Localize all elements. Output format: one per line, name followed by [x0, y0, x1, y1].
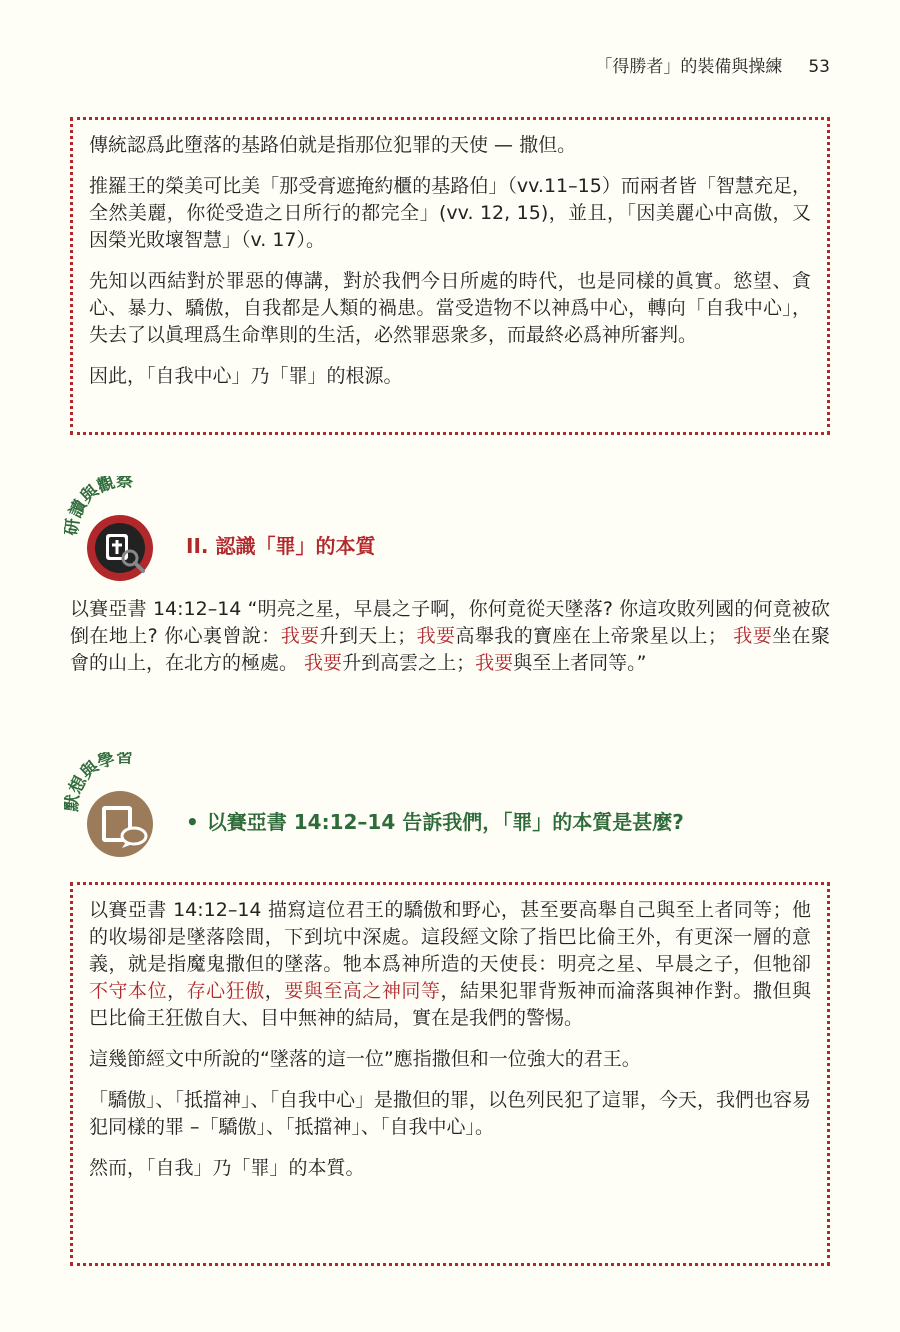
study-observe-emblem — [64, 476, 184, 586]
emblem2-arc-text: 默想與學習 — [64, 752, 134, 813]
header-title: 「得勝者」的裝備與操練 — [595, 57, 783, 77]
page-number: 53 — [808, 57, 830, 77]
running-header — [595, 52, 830, 77]
i-will-emphasis: 我要 — [733, 625, 773, 647]
box1-paragraph-3: 先知以西結對於罪惡的傳講，對於我們今日所處的時代，也是同樣的眞實。慾望、貪心、暴力、驕傲，自我都是人類的禍患。當受造物不以神爲中心，轉向「自我中心」，失去了以眞理爲生命準則的生活，必然罪惡衆多，而最終必爲神所審判。 — [89, 270, 811, 346]
dotted-text-box-1 — [70, 117, 830, 435]
meditate-learn-emblem — [64, 752, 184, 862]
box1-paragraph-4: 因此，「自我中心」乃「罪」的根源。 — [89, 365, 403, 387]
box2-paragraph-2: 這幾節經文中所說的“墜落的這一位”應指撒但和一位強大的君王。 — [89, 1048, 641, 1070]
isaiah-quote: 以賽亞書 14:12–14 “明亮之星，早晨之子啊，你何竟從天墜落? 你這攻敗列國的何竟被砍倒在地上? 你心裏曾說：我要升到天上；我要高舉我的寶座在上帝衆星以上； 我要坐在聚會的山上，在北方的極處。 我要升到高雲之上；我要與至上者同等。” — [70, 598, 830, 674]
bullet: • — [186, 810, 199, 834]
i-will-emphasis: 我要 — [280, 625, 320, 647]
box1-paragraph-1: 傳統認爲此墮落的基路伯就是指那位犯罪的天使 — 撒但。 — [89, 134, 577, 156]
i-will-emphasis: 我要 — [416, 625, 456, 647]
emblem1-arc-text: 研讀與觀察 — [64, 476, 134, 537]
emphasis-text: 存心狂傲 — [186, 980, 265, 1002]
i-will-emphasis: 我要 — [475, 652, 514, 674]
box2-paragraph-1: 以賽亞書 14:12–14 描寫這位君王的驕傲和野心，甚至要高舉自己與至上者同等；他的收場卻是墜落陰間，下到坑中深處。這段經文除了指巴比倫王外，有更深一層的意義，就是指魔鬼撒但的墜落。牠本爲神所造的天使長：明亮之星、早晨之子，但牠卻不守本位，存心狂傲，要與至高之神同等，結果犯罪背叛神而淪落與神作對。撒但與巴比倫王狂傲自大、目中無神的結局，實在是我們的警惕。 — [89, 899, 811, 1029]
box1-paragraph-2: 推羅王的榮美可比美「那受膏遮掩約櫃的基路伯」（vv.11–15）而兩者皆「智慧充足，全然美麗，你從受造之日所行的都完全」(vv. 12, 15)，並且，「因美麗心中高傲，又因榮光敗壞智慧」（v. 17）。 — [89, 175, 811, 251]
dotted-text-box-2 — [70, 882, 830, 1266]
emphasis-text: 不守本位 — [89, 980, 168, 1002]
section-heading-nature-of-sin: II. 認識「罪」的本質 — [186, 534, 376, 558]
section-question-heading — [186, 806, 684, 835]
i-will-emphasis: 我要 — [304, 652, 343, 674]
box2-paragraph-3: 「驕傲」、「抵擋神」、「自我中心」是撒但的罪，以色列民犯了這罪，今天，我們也容易犯同樣的罪 –「驕傲」、「抵擋神」、「自我中心」。 — [89, 1089, 812, 1138]
emphasis-text: 要與至高之神同等 — [284, 980, 441, 1002]
question-text: 以賽亞書 14:12–14 告訴我們，「罪」的本質是甚麼? — [206, 810, 684, 834]
box2-paragraph-4: 然而，「自我」乃「罪」的本質。 — [89, 1157, 365, 1179]
